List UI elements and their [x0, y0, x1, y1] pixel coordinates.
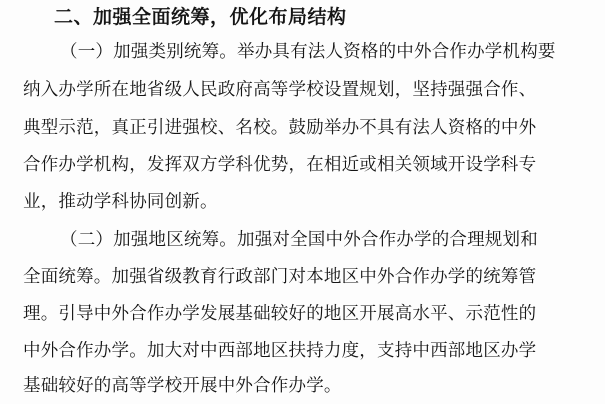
paragraph-2-line-2: 全面统筹。加强省级教育行政部门对本地区中外合作办学的统筹管 — [23, 267, 537, 287]
paragraph-2-line-3: 理。引导中外合作办学发展基础较好的地区开展高水平、示范性的 — [23, 304, 537, 324]
paragraph-1-line-1: （一）加强类别统筹。举办具有法人资格的中外合作办学机构要 — [60, 42, 556, 62]
paragraph-1-line-3: 典型示范，真正引进强校、名校。鼓励举办不具有法人资格的中外 — [23, 118, 537, 138]
paragraph-1-line-5: 业，推动学科协同创新。 — [23, 192, 218, 212]
paragraph-1-line-2: 纳入办学所在地省级人民政府高等学校设置规划，坚持强强合作、 — [23, 80, 537, 100]
paragraph-2-line-4: 中外合作办学。加大对中西部地区扶持力度，支持中西部地区办学 — [23, 341, 537, 361]
paragraph-2-line-1: （二）加强地区统筹。加强对全国中外合作办学的合理规划和 — [60, 230, 538, 250]
paragraph-2-line-5: 基础较好的高等学校开展中外合作办学。 — [23, 376, 342, 396]
section-heading: 二、加强全面统筹，优化布局结构 — [54, 6, 347, 28]
paragraph-1-line-4: 合作办学机构，发挥双方学科优势，在相近或相关领域开设学科专 — [23, 155, 537, 175]
